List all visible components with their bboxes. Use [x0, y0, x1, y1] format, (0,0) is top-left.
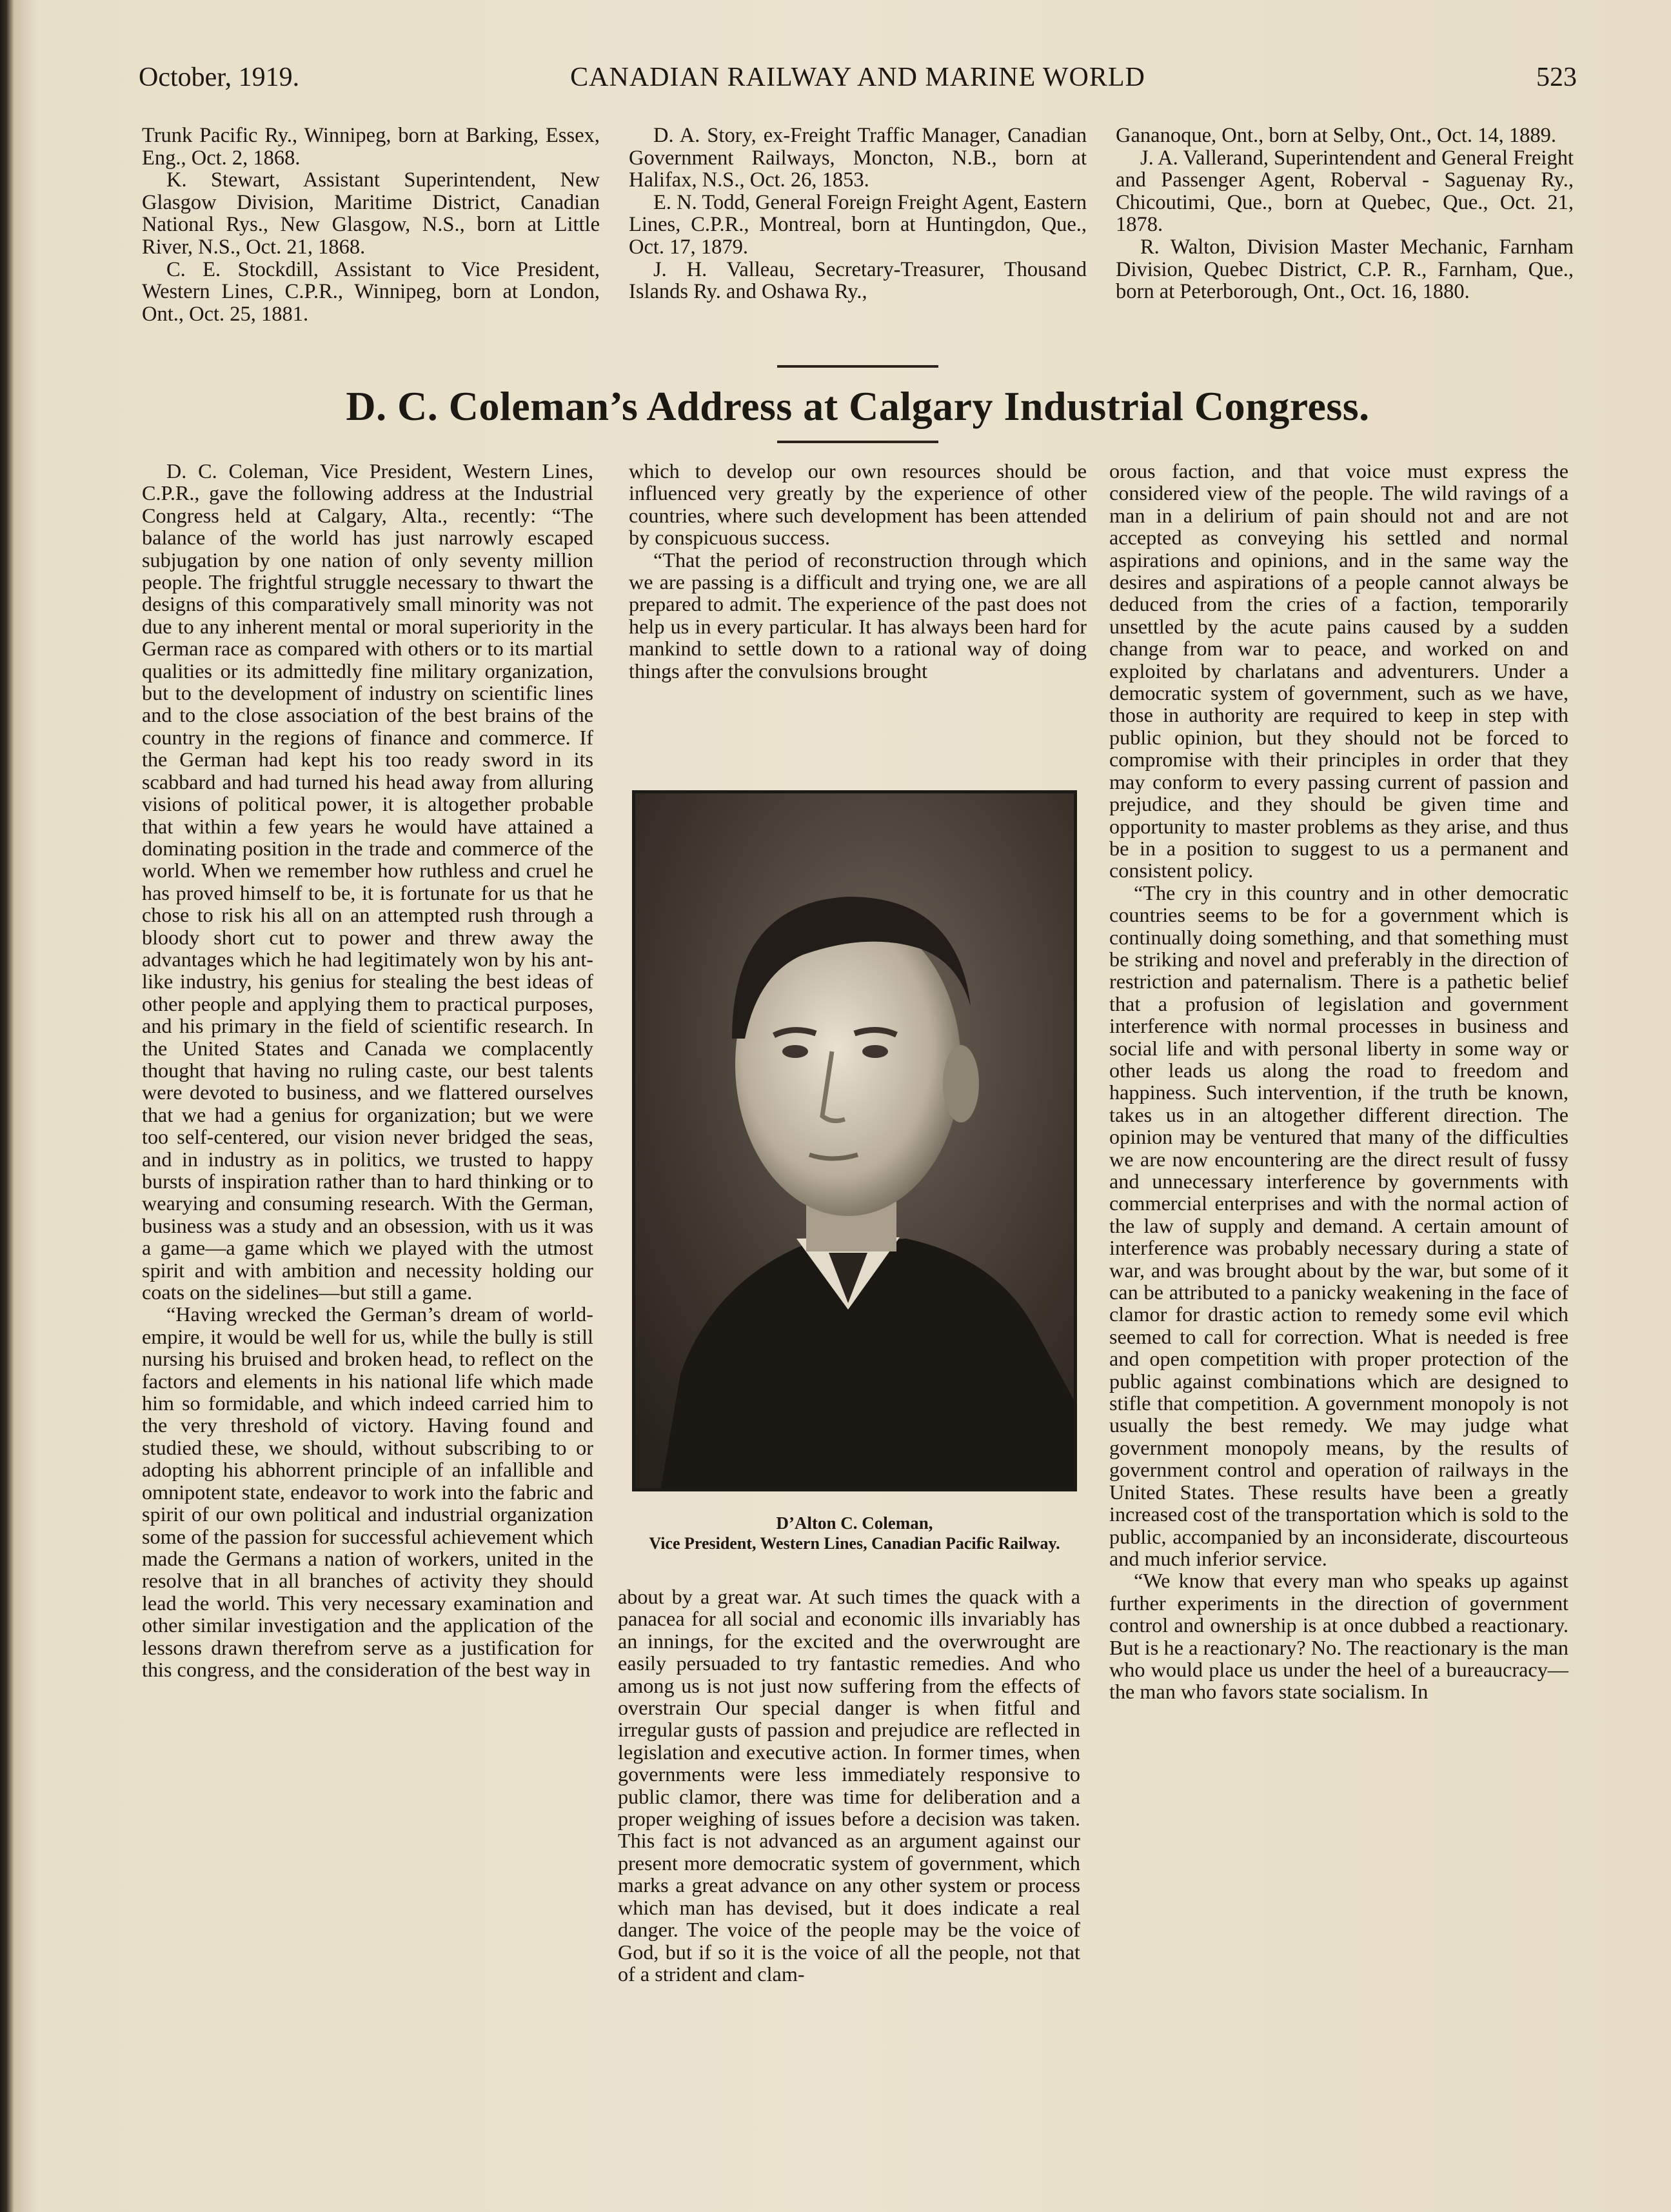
paragraph: J. A. Vallerand, Superintendent and General Freight and Passenger Agent, Roberval - Saguenay Ry., Chicoutimi, Que., born at Quebec, Que., Oct. 21, 1878. — [1116, 146, 1574, 237]
paragraph: J. H. Valleau, Secretary-Treasurer, Thousand Islands Ry. and Oshawa Ry., — [629, 257, 1087, 304]
paragraph: C. E. Stockdill, Assistant to Vice President, Western Lines, C.P.R., Winnipeg, born at London, Ont., Oct. 25, 1881. — [142, 257, 600, 326]
paragraph: Gananoque, Ont., born at Selby, Ont., Oct. 14, 1889. — [1116, 124, 1556, 147]
divider-rule — [777, 365, 938, 368]
top-column-1 — [142, 125, 600, 325]
paragraph: “Having wrecked the German’s dream of world-empire, it would be well for us, while the bully is still nursing his bruised and broken head, to reflect on the factors and elements in his national life which made him so formidable, and which indeed carried him to the very threshold of victory. Having found and studied these, we should, without subscribing to or adopting his abhorrent principle of an infallible and omnipotent state, endeavor to work into the fabric and spirit of our own political and industrial organization some of the passion for successful achievement which made the Germans a nation of workers, united in the resolve that in all branches of activity they should lead the world. This very necessary examination and other similar investigation and the application of the lessons drawn therefrom serve as a justification for this congress, and the consideration of the best way in — [142, 1302, 593, 1681]
paragraph: orous faction, and that voice must express the considered view of the people. The wild ravings of a man in a delirium of pain should not and are not accepted as conveying his settled and normal aspirations and opinions, and in the same way the desires and aspirations of a people cannot always be deduced from the cries of a faction, temporarily unsettled by the acute pains caused by a sudden change from war to peace, and worked on and exploited by charlatans and adventurers. Under a democratic system of government, such as we have, those in authority are required to keep in step with public opinion, but they should not be forced to compromise with their principles in order that they may conform to every passing current of passion and prejudice, and they should be given time and opportunity to master problems as they arise, and thus be in a position to suggest to us a permanent and consistent policy. — [1109, 459, 1568, 882]
paragraph: K. Stewart, Assistant Superintendent, New Glasgow Division, Maritime District, Canadian National Rys., New Glasgow, N.S., born at Little River, N.S., Oct. 21, 1868. — [142, 168, 600, 259]
running-header — [139, 62, 1577, 101]
paragraph: E. N. Todd, General Foreign Freight Agent, Eastern Lines, C.P.R., Montreal, born at Huntingdon, Que., Oct. 17, 1879. — [629, 190, 1087, 259]
caption-title: Vice President, Western Lines, Canadian Pacific Railway. — [649, 1534, 1060, 1553]
paragraph: “The cry in this country and in other democratic countries seems to be for a government which is continually doing something, and that something must be striking and novel and preferably in the direction of restriction and paternalism. There is a pathetic belief that a profusion of legislation and government interference with normal processes in business and social life and with personal liberty in some way or other leads us along the road to freedom and happiness. Such intervention, if the truth be known, takes us in an altogether different direction. The opinion may be ventured that many of the difficulties we are now encountering are the direct result of fussy and unnecessary interference by governments with commercial enterprises and with the normal action of the law of supply and demand. A certain amount of interference was probably necessary during a state of war, and was brought about by the war, but some of it can be attributed to a panicky weakening in the face of clamor for drastic action to remedy some evil which seemed to call for correction. What is needed is free and open competition with proper protection of the public against combinations which are designed to stifle that competition. A government monopoly is not usually the best remedy. We may judge what government monopoly means, by the results of government control and operation of railways in the United States. These results have been a greatly increased cost of the transportation which is sold to the public, accompanied by an inconsiderate, discourteous and much inferior service. — [1109, 881, 1568, 1570]
paragraph: which to develop our own resources should be influenced very greatly by the experience of other countries, where such development has been attended by conspicuous success. — [629, 459, 1087, 550]
paragraph: about by a great war. At such times the quack with a panacea for all social and economic ills invariably has an innings, for the excited and the overwrought are easily persuaded to try fantastic remedies. And who among us is not just now suffering from the effects of overstrain Our special danger is when fitful and irregular gusts of passion and prejudice are reflected in legislation and executive action. In former times, when governments were less immediately responsive to public clamor, there was time for deliberation and a proper weighing of issues before a decision was taken. This fact is not advanced as an argument against our present more democratic system of government, which marks a great advance on any other system or process which man has devised, but it does indicate a real danger. The voice of the people may be the voice of God, but if so it is the voice of all the people, not that of a strident and clam- — [618, 1585, 1080, 1986]
article-column-3 — [1109, 460, 1568, 1703]
header-publication-title: CANADIAN RAILWAY AND MARINE WORLD — [570, 63, 1145, 92]
top-column-3 — [1116, 125, 1574, 303]
paragraph: “That the period of reconstruction through which we are passing is a difficult and trying one, we are all prepared to admit. The experience of the past does not help us in every particular. It has always been hard for mankind to settle down to a rational way of doing things after the convulsions brought — [629, 548, 1087, 683]
paragraph: Trunk Pacific Ry., Winnipeg, born at Barking, Essex, Eng., Oct. 2, 1868. — [142, 124, 600, 170]
article-headline: D. C. Coleman’s Address at Calgary Industrial Congress. — [346, 383, 1370, 429]
photo-caption — [619, 1513, 1090, 1554]
article-column-2-top — [629, 460, 1087, 682]
portrait-photo — [632, 790, 1077, 1491]
article-column-2-bottom — [618, 1586, 1080, 1985]
paragraph: D. C. Coleman, Vice President, Western Lines, C.P.R., gave the following address at the Industrial Congress held at Calgary, Alta., recently: “The balance of the world has just narrowly escaped subjugation by one nation of only seventy million people. The frightful struggle necessary to thwart the designs of this comparatively small minority was not due to any inherent mental or moral superiority in the German race as compared with others or to its martial qualities or its admittedly fine military organization, but to the development of industry on scientific lines and to the close association of the best brains of the country in the regions of finance and commerce. If the German had kept his too ready sword in its scabbard and had turned his head away from alluring visions of political power, it is altogether probable that within a few years he would have attained a dominating position in the trade and commerce of the world. When we remember how ruthless and cruel he has proved himself to be, it is fortunate for us that he chose to risk his all on an attempted rush through a bloody short cut to power and threw away the advantages which he had legitimately won by his ant-like industry, his genius for stealing the best ideas of other people and applying them to practical purposes, and his primary in the field of scientific research. In the United States and Canada we complacently thought that having no ruling caste, our best talents were devoted to business, and we flattered ourselves that we had a genius for organization; but we were too self-centered, our vision never bridged the seas, and in industry as in politics, we trusted to happy bursts of inspiration rather than to hard thinking or to wearying and consuming research. With the German, business was a study and an obsession, with us it was a game—a game which we played with the utmost spirit and with ambition and necessity holding our coats on the sidelines—but still a game. — [142, 459, 593, 1304]
divider-rule — [777, 441, 938, 443]
caption-name: D’Alton C. Coleman, — [776, 1513, 933, 1533]
header-date: October, 1919. — [139, 63, 300, 92]
portrait-image — [635, 793, 1074, 1488]
paragraph: D. A. Story, ex-Freight Traffic Manager, Canadian Government Railways, Moncton, N.B., born at Halifax, N.S., Oct. 26, 1853. — [629, 124, 1087, 192]
top-column-2 — [629, 125, 1087, 303]
article-column-1 — [142, 460, 593, 1680]
header-page-number: 523 — [1536, 63, 1577, 92]
paragraph: “We know that every man who speaks up against further experiments in the direction of government control and ownership is at once dubbed a reactionary. But is he a reactionary? No. The reactionary is the man who would place us under the heel of a bureaucracy—the man who favors state socialism. In — [1109, 1569, 1568, 1704]
paragraph: R. Walton, Division Master Mechanic, Farnham Division, Quebec District, C.P. R., Farnham, Que., born at Peterborough, Ont., Oct. 16, 1880. — [1116, 235, 1574, 304]
